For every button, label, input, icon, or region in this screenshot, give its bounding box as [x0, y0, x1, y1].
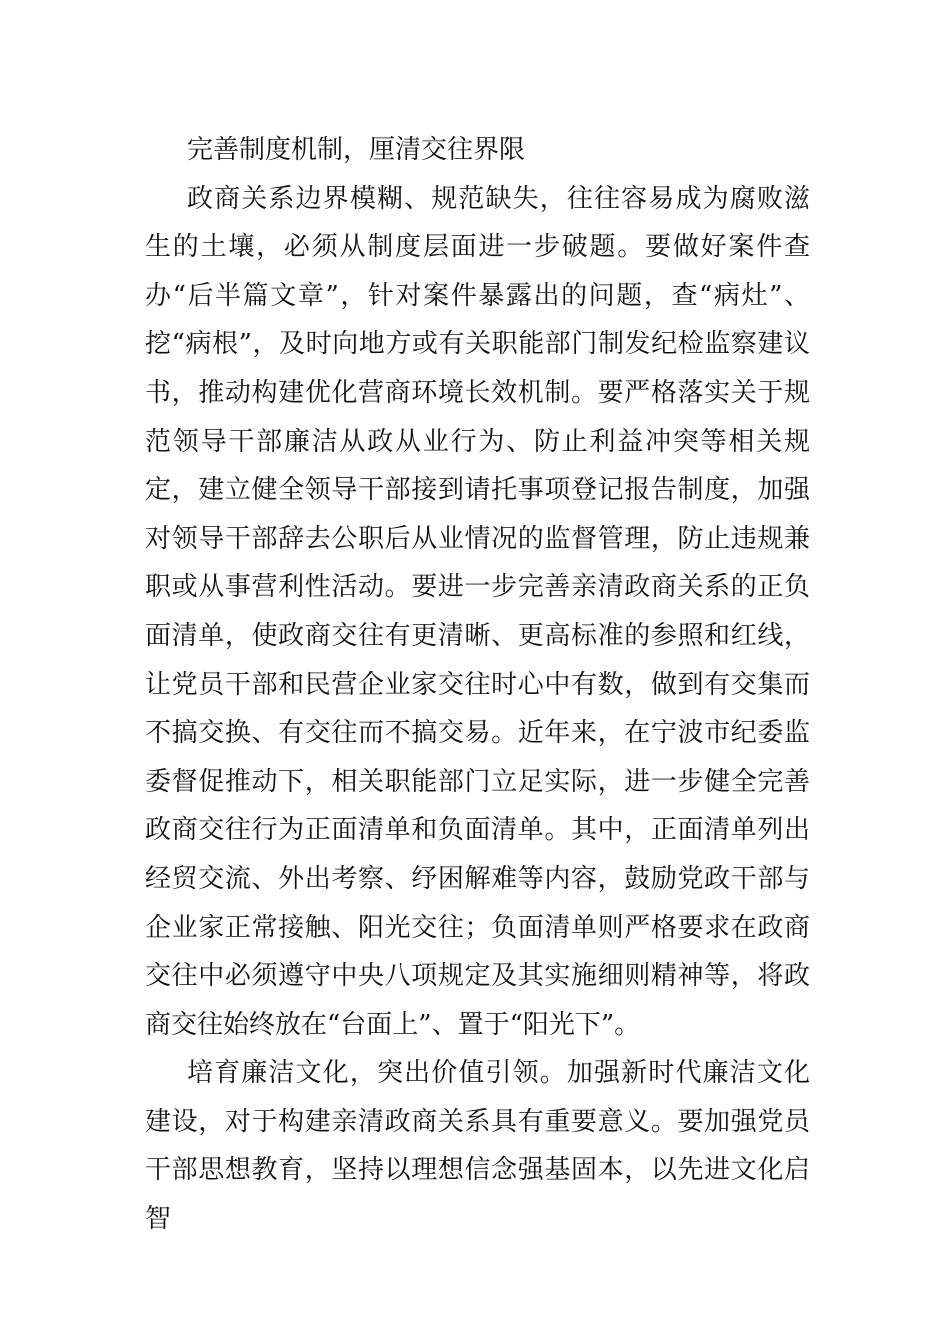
section-heading: 完善制度机制，厘清交往界限: [187, 135, 526, 165]
paragraph-integrity-culture: 培育廉洁文化，突出价值引领。加强新时代廉洁文化建设，对于构建亲清政商关系具有重要意义。要加强党员干部思想教育，坚持以理想信念强基固本，以先进文化启智: [145, 1058, 810, 1235]
document-body: [145, 126, 810, 1244]
paragraph-institutional-mechanisms: 政商关系边界模糊、规范缺失，往往容易成为腐败滋生的土壤，必须从制度层面进一步破题。要做好案件查办“后半篇文章”，针对案件暴露出的问题，查“病灶”、挖“病根”，及时向地方或有关职能部门制发纪检监察建议书，推动构建优化营商环境长效机制。要严格落实关于规范领导干部廉洁从政从业行为、防止利益冲突等相关规定，建立健全领导干部接到请托事项登记报告制度，加强对领导干部辞去公职后从业情况的监督管理，防止违规兼职或从事营利性活动。要进一步完善亲清政商关系的正负面清单，使政商交往有更清晰、更高标准的参照和红线，让党员干部和民营企业家交往时心中有数，做到有交集而不搞交换、有交往而不搞交易。近年来，在宁波市纪委监委督促推动下，相关职能部门立足实际，进一步健全完善政商交往行为正面清单和负面清单。其中，正面清单列出经贸交流、外出考察、纾困解难等内容，鼓励党政干部与企业家正常接触、阳光交往；负面清单则严格要求在政商交往中必须遵守中央八项规定及其实施细则精神等，将政商交往始终放在“台面上”、置于“阳光下”。: [145, 183, 810, 1040]
